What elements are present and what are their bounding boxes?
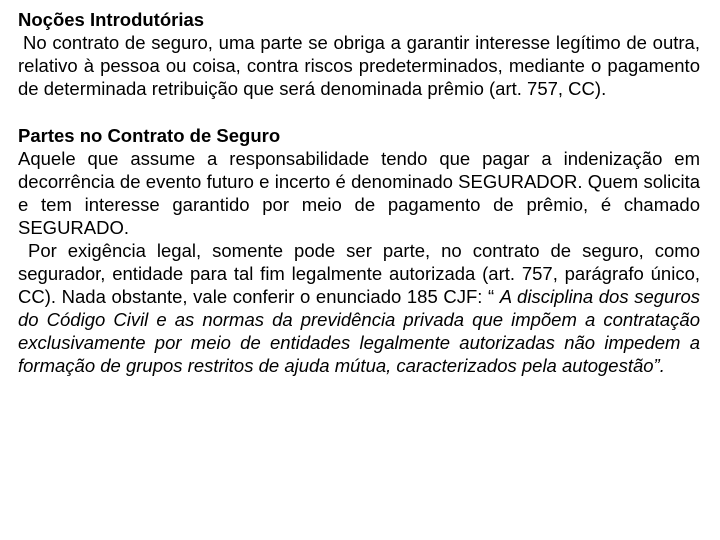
- paragraph-nocoes: No contrato de seguro, uma parte se obriga a garantir interesse legítimo de outra, relativo à pessoa ou coisa, contra riscos predeterminados, mediante o pagamento de determinada retribuição que será denominada prêmio (art. 757, CC).: [18, 32, 700, 99]
- paragraph-exigencia-lead: Por exigência legal, somente pode ser parte, no contrato de seguro, como segurador, entidade para tal fim legalmente autorizada (art. 757, parágrafo único, CC). Nada obstante, vale conferir o enunciado 185 CJF: “: [18, 240, 700, 307]
- paragraph-exigencia-legal: [18, 239, 700, 377]
- document-page: [18, 8, 700, 377]
- section-spacer: [18, 100, 700, 124]
- section-heading-partes: Partes no Contrato de Seguro: [18, 125, 281, 146]
- enunciado-185-quote: A disciplina dos seguros do Código Civil e as normas da previdência privada que impõem a contratação exclusivamente por meio de entidades legalmente autorizadas não impedem a formação de grupos restritos de ajuda mútua, caracterizados pela autogestão”.: [18, 286, 701, 376]
- section-heading-nocoes: Noções Introdutórias: [18, 9, 205, 30]
- paragraph-partes: Aquele que assume a responsabilidade tendo que pagar a indenização em decorrência de evento futuro e incerto é denominado SEGURADOR. Quem solicita e tem interesse garantido por meio de pagamento de prêmio, é chamado SEGURADO.: [18, 148, 700, 238]
